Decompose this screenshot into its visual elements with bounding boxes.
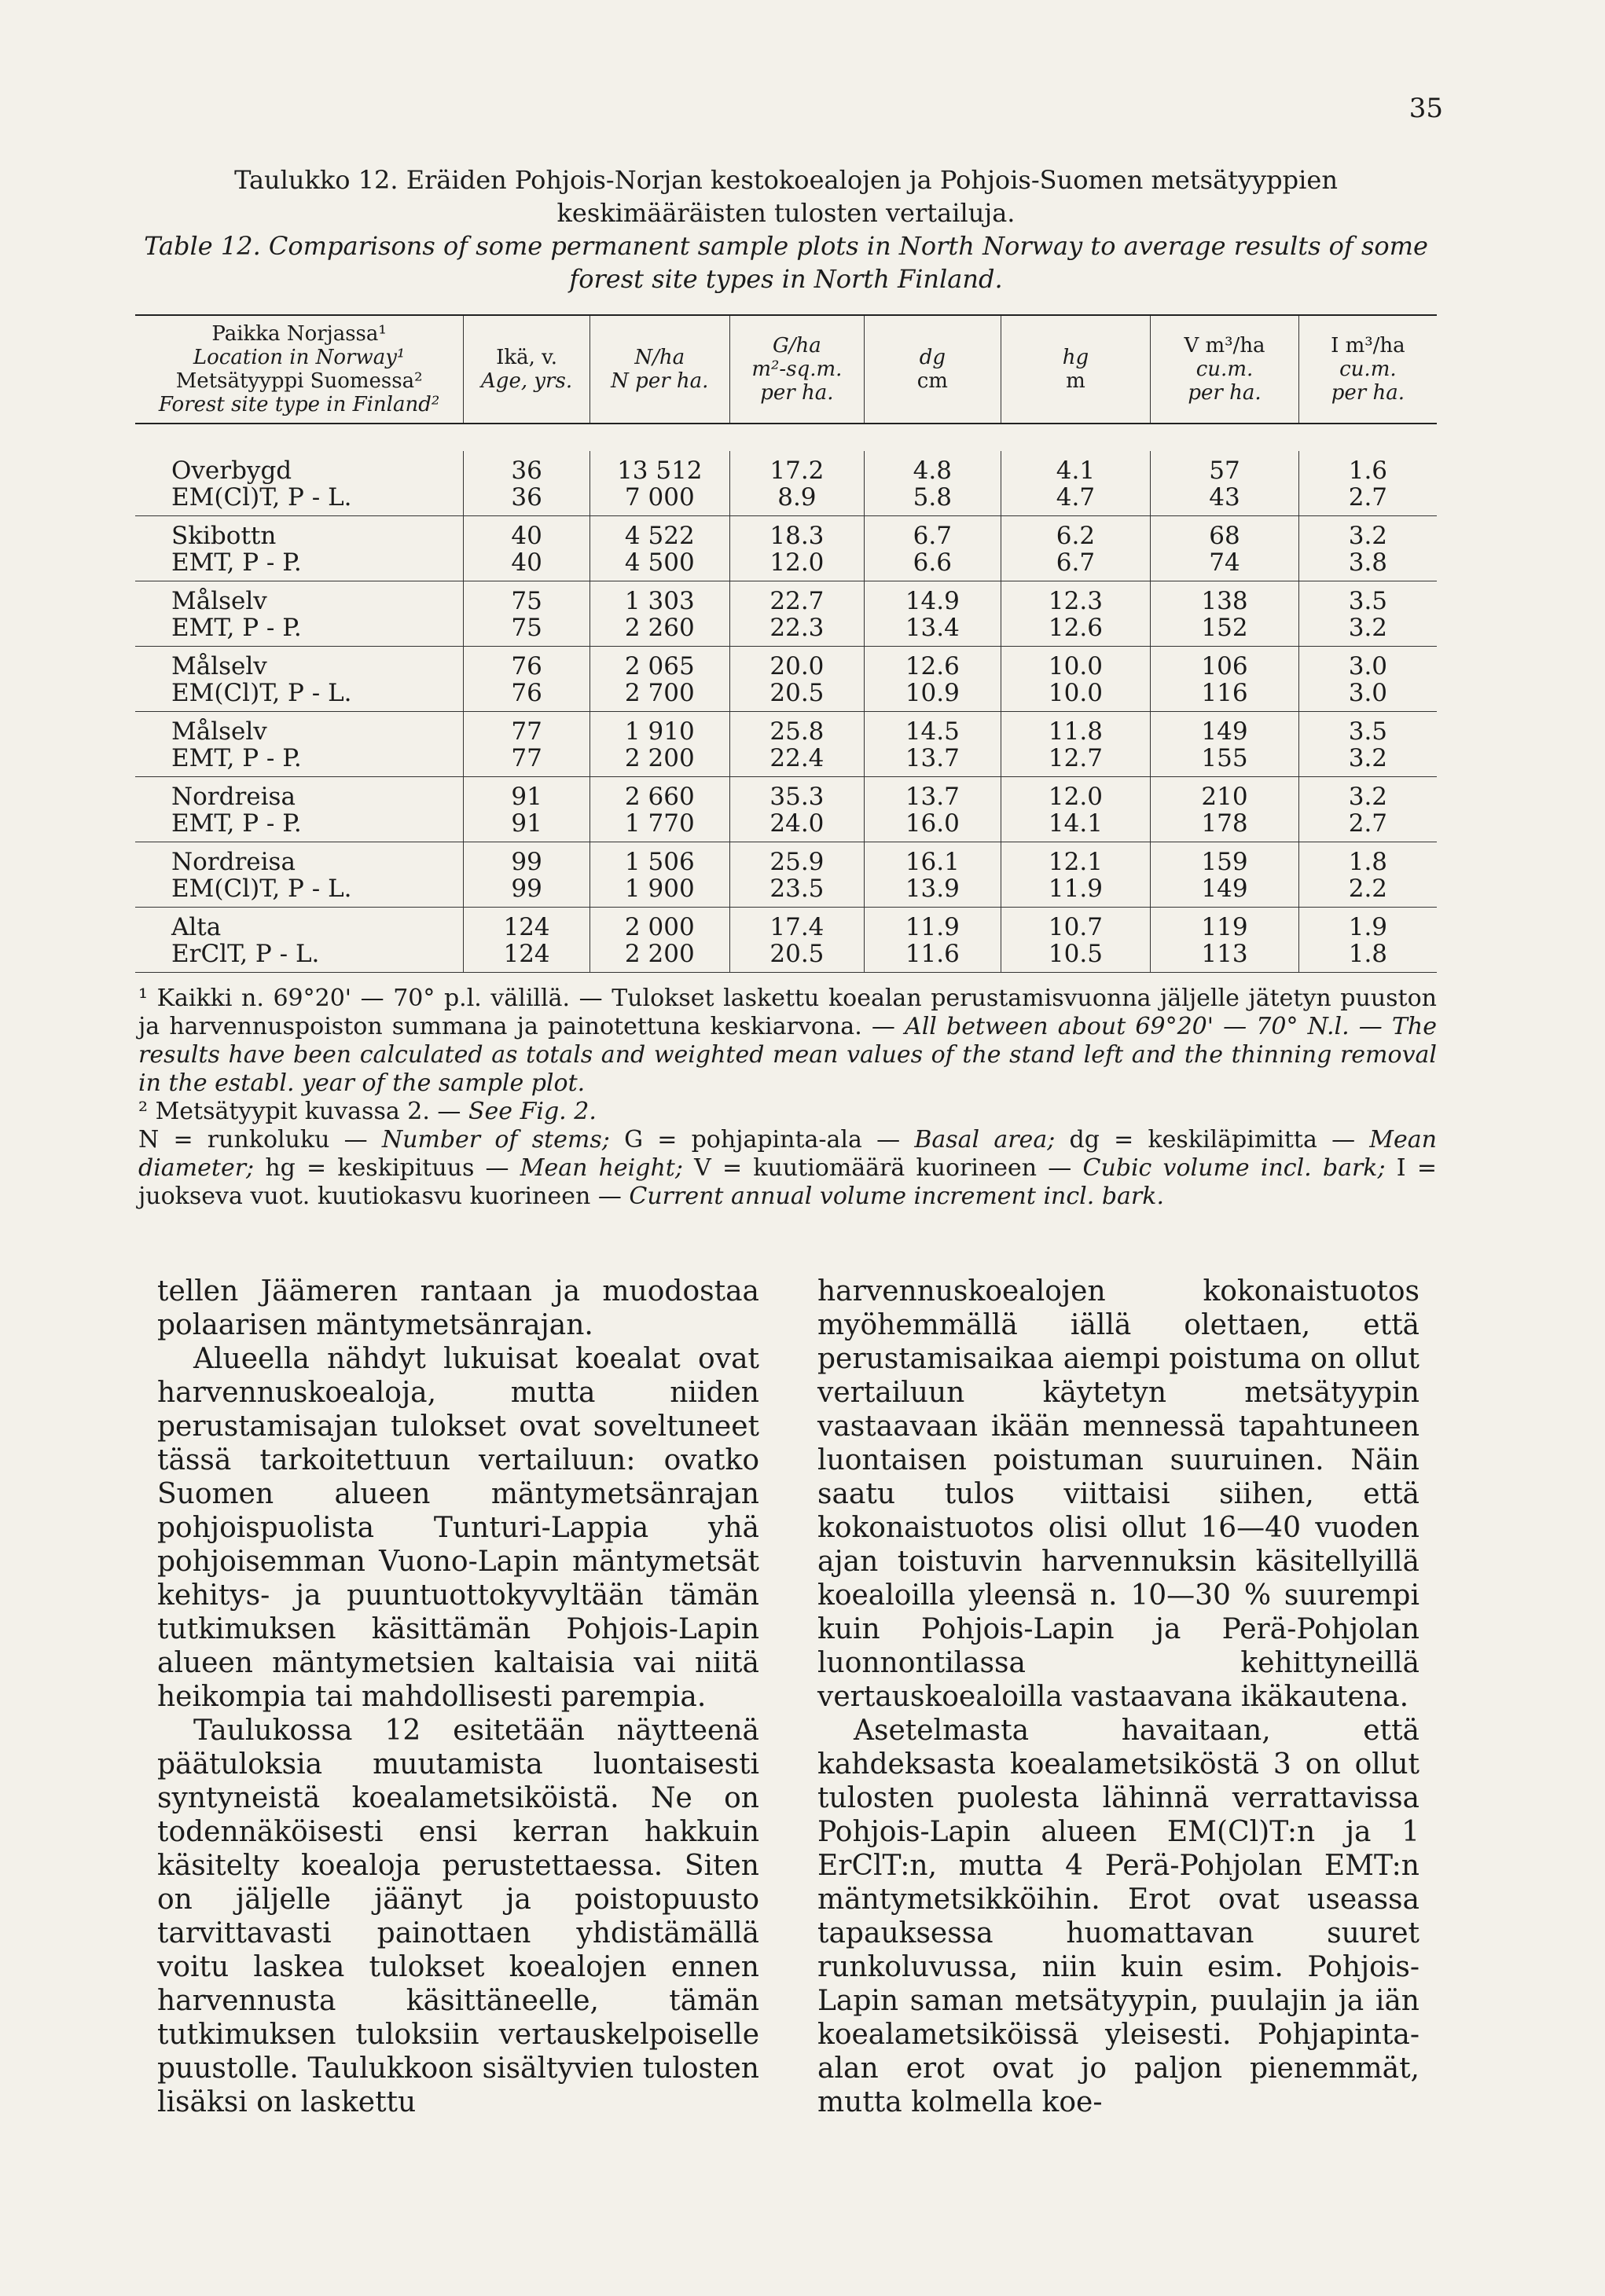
page-number: 35	[1409, 93, 1443, 124]
cell-value: 18.3	[729, 516, 864, 550]
cell-value: 3.8	[1298, 549, 1437, 581]
cell-value: 76	[464, 680, 590, 712]
cell-value: 17.2	[729, 451, 864, 484]
cell-value: 75	[464, 614, 590, 647]
cell-value: 99	[464, 842, 590, 876]
table-row	[135, 581, 1437, 615]
cell-value: 14.1	[1001, 810, 1151, 842]
cell-value: 1 770	[589, 810, 729, 842]
cell-value: 77	[464, 712, 590, 746]
cell-value: 14.5	[865, 712, 1001, 746]
cell-location: ErClT, P - L.	[135, 941, 464, 973]
cell-location: EMT, P - P.	[135, 810, 464, 842]
cell-value: 12.7	[1001, 745, 1151, 777]
body-column-right	[817, 1275, 1420, 2119]
cell-value: 25.9	[729, 842, 864, 876]
cell-value: 1.8	[1298, 941, 1437, 973]
cell-value: 24.0	[729, 810, 864, 842]
cell-value: 20.5	[729, 680, 864, 712]
cell-value: 6.2	[1001, 516, 1151, 550]
cell-value: 3.5	[1298, 581, 1437, 615]
cell-location: EM(Cl)T, P - L.	[135, 680, 464, 712]
cell-value: 2.7	[1298, 810, 1437, 842]
cell-location: EM(Cl)T, P - L.	[135, 484, 464, 516]
cell-value: 3.0	[1298, 680, 1437, 712]
table-row	[135, 516, 1437, 550]
cell-value: 3.2	[1298, 777, 1437, 811]
cell-value: 43	[1151, 484, 1299, 516]
cell-value: 8.9	[729, 484, 864, 516]
cell-value: 3.5	[1298, 712, 1437, 746]
paragraph: Alueella nähdyt lukuisat koealat ovat harvennuskoealoja, mutta niiden perustamisajan tulokset ovat soveltuneet tässä tarkoitettuun vertailuun: ovatko Suomen alueen mäntymetsänrajan pohjoispuolista Tunturi-Lappia yhä pohjoisemman Vuono-Lapin mäntymetsät kehitys- ja puuntuottokyvyltään tämän tutkimuksen käsittämän Pohjois-Lapin alueen mäntymetsien kaltaisia vai niitä heikompia tai mahdollisesti parempia.	[157, 1343, 759, 1713]
cell-value: 1 910	[589, 712, 729, 746]
caption-finnish: Taulukko 12. Eräiden Pohjois-Norjan kestokoealojen ja Pohjois-Suomen metsätyyppien keskimääräisten tulosten vertailuja.	[234, 165, 1338, 228]
table-row	[135, 777, 1437, 811]
cell-value: 17.4	[729, 908, 864, 941]
cell-value: 10.5	[1001, 941, 1151, 973]
cell-location: Nordreisa	[171, 848, 296, 876]
cell-value: 22.4	[729, 745, 864, 777]
cell-value: 2 065	[589, 647, 729, 680]
cell-location: Målselv	[171, 717, 267, 746]
cell-value: 77	[464, 745, 590, 777]
cell-value: 6.6	[865, 549, 1001, 581]
cell-value: 12.0	[729, 549, 864, 581]
cell-value: 1.6	[1298, 451, 1437, 484]
cell-value: 91	[464, 777, 590, 811]
cell-value: 40	[464, 516, 590, 550]
cell-value: 99	[464, 875, 590, 908]
cell-value: 7 000	[589, 484, 729, 516]
cell-value: 3.2	[1298, 516, 1437, 550]
header-v: V m³/ha cu.m. per ha.	[1151, 315, 1299, 424]
cell-location: Målselv	[171, 652, 267, 680]
cell-value: 57	[1151, 451, 1299, 484]
table-row	[135, 745, 1437, 777]
table-row	[135, 712, 1437, 746]
cell-location: EM(Cl)T, P - L.	[135, 875, 464, 908]
cell-value: 10.9	[865, 680, 1001, 712]
cell-value: 1 303	[589, 581, 729, 615]
cell-value: 12.3	[1001, 581, 1151, 615]
cell-value: 75	[464, 581, 590, 615]
cell-value: 6.7	[1001, 549, 1151, 581]
cell-value: 11.9	[1001, 875, 1151, 908]
cell-value: 20.0	[729, 647, 864, 680]
cell-value: 2 000	[589, 908, 729, 941]
cell-value: 16.0	[865, 810, 1001, 842]
cell-value: 35.3	[729, 777, 864, 811]
paragraph: Taulukossa 12 esitetään näytteenä päätuloksia muutamista luontaisesti syntyneistä koealametsiköistä. Ne on todennäköisesti ensi kerran hakkuin käsitelty koealoja perustettaessa. Siten on jäljelle jäänyt ja poistopuusto tarvittavasti painottaen yhdistämällä voitu laskea tulokset koealojen ennen harvennusta käsittäneelle, tämän tutkimuksen tuloksiin vertauskelpoiselle puustolle. Taulukkoon sisältyvien tulosten lisäksi on laskettu	[157, 1715, 759, 2118]
cell-value: 13.7	[865, 777, 1001, 811]
cell-value: 13 512	[589, 451, 729, 484]
caption-english: Table 12. Comparisons of some permanent sample plots in North Norway to average results of some forest site types in North Finland.	[144, 231, 1428, 294]
cell-value: 3.2	[1298, 614, 1437, 647]
table-row	[135, 680, 1437, 712]
header-location: Paikka Norjassa¹ Location in Norway¹ Metsätyyppi Suomessa² Forest site type in Finland²	[135, 315, 464, 424]
cell-value: 4.1	[1001, 451, 1151, 484]
footnote-symbols: N = runkoluku — Number of stems; G = pohjapinta-ala — Basal area; dg = keskiläpimitta — Mean diameter; hg = keskipituus — Mean height; V = kuutiomäärä kuorineen — Cubic volume incl. bark; I = juokseva vuot. kuutiokasvu kuorineen — Current annual volume increment incl. bark.	[138, 1126, 1437, 1210]
cell-value: 12.6	[1001, 614, 1151, 647]
cell-value: 6.7	[865, 516, 1001, 550]
body-column-left	[157, 1275, 759, 2119]
cell-value: 124	[464, 941, 590, 973]
cell-value: 22.7	[729, 581, 864, 615]
cell-value: 149	[1151, 875, 1299, 908]
cell-value: 119	[1151, 908, 1299, 941]
cell-value: 2 700	[589, 680, 729, 712]
cell-location: Overbygd	[171, 457, 292, 485]
cell-value: 2 200	[589, 745, 729, 777]
table-footnotes	[138, 985, 1437, 1211]
cell-value: 113	[1151, 941, 1299, 973]
footnote-2: ² Metsätyypit kuvassa 2. — See Fig. 2.	[138, 1098, 597, 1125]
header-i: I m³/ha cu.m. per ha.	[1298, 315, 1437, 424]
cell-value: 13.9	[865, 875, 1001, 908]
cell-value: 210	[1151, 777, 1299, 811]
cell-value: 4.7	[1001, 484, 1151, 516]
cell-value: 1.8	[1298, 842, 1437, 876]
cell-value: 1 506	[589, 842, 729, 876]
cell-value: 4.8	[865, 451, 1001, 484]
table-header-row	[135, 315, 1437, 424]
cell-value: 1 900	[589, 875, 729, 908]
cell-value: 14.9	[865, 581, 1001, 615]
header-age: Ikä, v. Age, yrs.	[464, 315, 590, 424]
cell-value: 11.9	[865, 908, 1001, 941]
cell-value: 4 522	[589, 516, 729, 550]
cell-value: 13.4	[865, 614, 1001, 647]
cell-value: 23.5	[729, 875, 864, 908]
table-row	[135, 810, 1437, 842]
cell-value: 152	[1151, 614, 1299, 647]
paragraph: tellen Jäämeren rantaan ja muodostaa polaarisen mäntymetsänrajan.	[157, 1275, 759, 1341]
cell-location: Nordreisa	[171, 783, 296, 811]
table-row	[135, 908, 1437, 941]
cell-value: 2.7	[1298, 484, 1437, 516]
cell-value: 5.8	[865, 484, 1001, 516]
cell-value: 2 200	[589, 941, 729, 973]
cell-value: 149	[1151, 712, 1299, 746]
cell-value: 91	[464, 810, 590, 842]
cell-value: 3.2	[1298, 745, 1437, 777]
cell-value: 12.1	[1001, 842, 1151, 876]
cell-value: 40	[464, 549, 590, 581]
cell-value: 12.6	[865, 647, 1001, 680]
table-row	[135, 875, 1437, 908]
paragraph: Asetelmasta havaitaan, että kahdeksasta koealametsiköstä 3 on ollut tulosten puolesta lähinnä verrattavissa Pohjois-Lapin alueen EM(Cl)T:n ja 1 ErClT:n, mutta 4 Perä-Pohjolan EMT:n mäntymetsikköihin. Erot ovat useassa tapauksessa huomattavan suuret runkoluvussa, niin kuin esim. Pohjois-Lapin saman metsätyypin, puulajin ja iän koealametsiköissä yleisesti. Pohjapinta-alan erot ovat jo paljon pienemmät, mutta kolmella koe-	[817, 1715, 1420, 2118]
table-row	[135, 451, 1437, 484]
cell-value: 106	[1151, 647, 1299, 680]
cell-value: 11.6	[865, 941, 1001, 973]
cell-value: 2 660	[589, 777, 729, 811]
cell-location: Alta	[171, 913, 222, 941]
paragraph: harvennuskoealojen kokonaistuotos myöhemmällä iällä olettaen, että perustamisaikaa aiempi poistuma on ollut vertailuun käytetyn metsätyypin vastaavaan ikään mennessä tapahtuneen luontaisen poistuman suuruinen. Näin saatu tulos viittaisi siihen, että kokonaistuotos olisi ollut 16—40 vuoden ajan toistuvin harvennuksin käsitellyillä koealoilla yleensä n. 10—30 % suurempi kuin Pohjois-Lapin ja Perä-Pohjolan luonnontilassa kehittyneillä vertauskoealoilla vastaavana ikäkautena.	[817, 1275, 1420, 1713]
cell-value: 76	[464, 647, 590, 680]
cell-value: 2 260	[589, 614, 729, 647]
cell-value: 138	[1151, 581, 1299, 615]
cell-value: 159	[1151, 842, 1299, 876]
header-hg: hg m	[1001, 315, 1151, 424]
table-row	[135, 549, 1437, 581]
cell-value: 13.7	[865, 745, 1001, 777]
header-n: N/ha N per ha.	[589, 315, 729, 424]
table-row	[135, 941, 1437, 973]
cell-location: Målselv	[171, 587, 267, 615]
header-g: G/ha m²-sq.m. per ha.	[729, 315, 864, 424]
cell-value: 116	[1151, 680, 1299, 712]
cell-value: 10.0	[1001, 680, 1151, 712]
cell-value: 11.8	[1001, 712, 1151, 746]
cell-value: 2.2	[1298, 875, 1437, 908]
cell-location: EMT, P - P.	[135, 745, 464, 777]
cell-value: 16.1	[865, 842, 1001, 876]
table-caption	[135, 163, 1437, 295]
table-row	[135, 484, 1437, 516]
cell-value: 4 500	[589, 549, 729, 581]
cell-value: 25.8	[729, 712, 864, 746]
header-dg: dg cm	[865, 315, 1001, 424]
cell-value: 36	[464, 484, 590, 516]
cell-value: 22.3	[729, 614, 864, 647]
table-row	[135, 614, 1437, 647]
cell-value: 3.0	[1298, 647, 1437, 680]
table-row	[135, 842, 1437, 876]
cell-value: 10.0	[1001, 647, 1151, 680]
cell-value: 20.5	[729, 941, 864, 973]
cell-value: 74	[1151, 549, 1299, 581]
cell-value: 155	[1151, 745, 1299, 777]
cell-location: EMT, P - P.	[135, 549, 464, 581]
cell-value: 68	[1151, 516, 1299, 550]
cell-location: Skibottn	[171, 522, 277, 550]
footnote-1: ¹ Kaikki n. 69°20' — 70° p.l. välillä. — Tulokset laskettu koealan perustamisvuonna jäljelle jätetyn puuston ja harvennuspoiston summana ja painotettuna keskiarvona. — All between about 69°20' — 70° N.l. — The results have been calculated as totals and weighted mean values of the stand left and the thinning removal in the establ. year of the sample plot.	[138, 985, 1438, 1097]
table-body	[135, 451, 1437, 973]
cell-value: 12.0	[1001, 777, 1151, 811]
cell-value: 124	[464, 908, 590, 941]
cell-location: EMT, P - P.	[135, 614, 464, 647]
table-row	[135, 647, 1437, 680]
cell-value: 1.9	[1298, 908, 1437, 941]
cell-value: 36	[464, 451, 590, 484]
cell-value: 178	[1151, 810, 1299, 842]
cell-value: 10.7	[1001, 908, 1151, 941]
comparison-table	[135, 314, 1437, 973]
